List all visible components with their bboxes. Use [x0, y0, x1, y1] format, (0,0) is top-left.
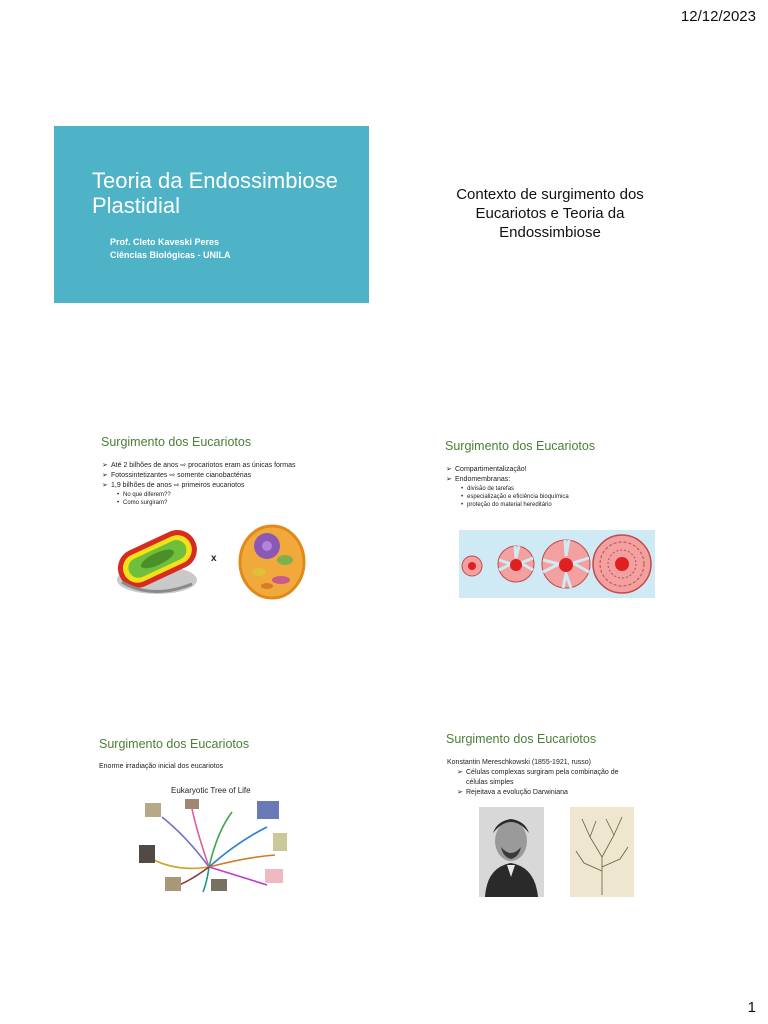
arrow-icon: ➢	[457, 769, 463, 776]
slide6-text: Konstantin Mereschkowski (1855-1921, russo)	[447, 759, 591, 766]
bullet-item: ➢ Fotossintetizantes ⇨ somente cianobactérias	[102, 472, 252, 479]
arrow-icon: ➢	[102, 472, 108, 479]
section-title: Contexto de surgimento dos Eucariotos e Teoria da Endossimbiose	[456, 186, 644, 241]
bullet-item: ➢ Até 2 bilhões de anos ⇨ procariotos eram as únicas formas	[102, 462, 296, 469]
arrow-icon: ➢	[457, 789, 463, 796]
slide-title: Teoria da Endossimbiose Plastidial	[92, 168, 338, 218]
sub-bullet-item: • especialização e eficiência bioquímica	[461, 494, 569, 500]
bullet-item: ➢ Compartimentalização!	[446, 466, 527, 473]
infolding-stage-2	[542, 540, 590, 588]
print-date: 12/12/2023	[680, 8, 756, 25]
portrait-image	[479, 807, 544, 897]
versus-mark: x	[211, 553, 217, 564]
arrow-icon: ➢	[102, 482, 108, 489]
infolding-stage-3	[593, 535, 651, 593]
bullet-item: ➢ Endomembranas:	[446, 476, 511, 483]
arrow-icon: ➢	[446, 466, 452, 473]
slide4-heading: Surgimento dos Eucariotos	[445, 439, 596, 453]
author-affiliation: Ciências Biológicas - UNILA	[110, 250, 231, 260]
arrow-icon: ➢	[446, 476, 452, 483]
sub-bullet-item: • No que diferem??	[117, 492, 171, 498]
slide4-bullets	[446, 465, 569, 509]
prokaryote-cell-image	[112, 522, 202, 598]
sub-bullet-item: • divisão de tarefas	[461, 486, 515, 492]
author-block	[110, 236, 231, 262]
infolding-stage-1	[498, 546, 534, 582]
author-name: Prof. Cleto Kaveski Peres	[110, 237, 220, 247]
bullet-item: ➢ 1,9 bilhões de anos ⇨ primeiros eucariotos	[102, 482, 245, 489]
sub-bullet-item: • proteção do material hereditário	[461, 502, 552, 508]
sub-bullet-item: • Como surgiram?	[117, 500, 168, 506]
tree-sketch-image	[570, 807, 634, 897]
slide3-heading: Surgimento dos Eucariotos	[101, 435, 252, 449]
bullet-item: ➢ Rejeitava a evolução Darwiniana	[457, 789, 568, 796]
arrow-icon: ➢	[102, 462, 108, 469]
slide5-text: Enorme irradiação inicial dos eucariotos	[99, 763, 224, 770]
slide6-bullets	[457, 768, 619, 798]
slide5-heading: Surgimento dos Eucariotos	[99, 737, 250, 751]
figure-title: Eukaryotic Tree of Life	[171, 786, 251, 795]
slide6-heading: Surgimento dos Eucariotos	[446, 732, 597, 746]
slide3-bullets	[102, 461, 295, 507]
bullet-continuation: células simples	[466, 779, 514, 786]
endomembrane-evolution-image	[459, 530, 655, 598]
bullet-item: ➢ Células complexas surgiram pela combinação de	[457, 769, 619, 776]
page-number: 1	[747, 999, 756, 1016]
eukaryote-cell-image	[237, 522, 307, 600]
eukaryotic-tree-image	[137, 797, 287, 897]
